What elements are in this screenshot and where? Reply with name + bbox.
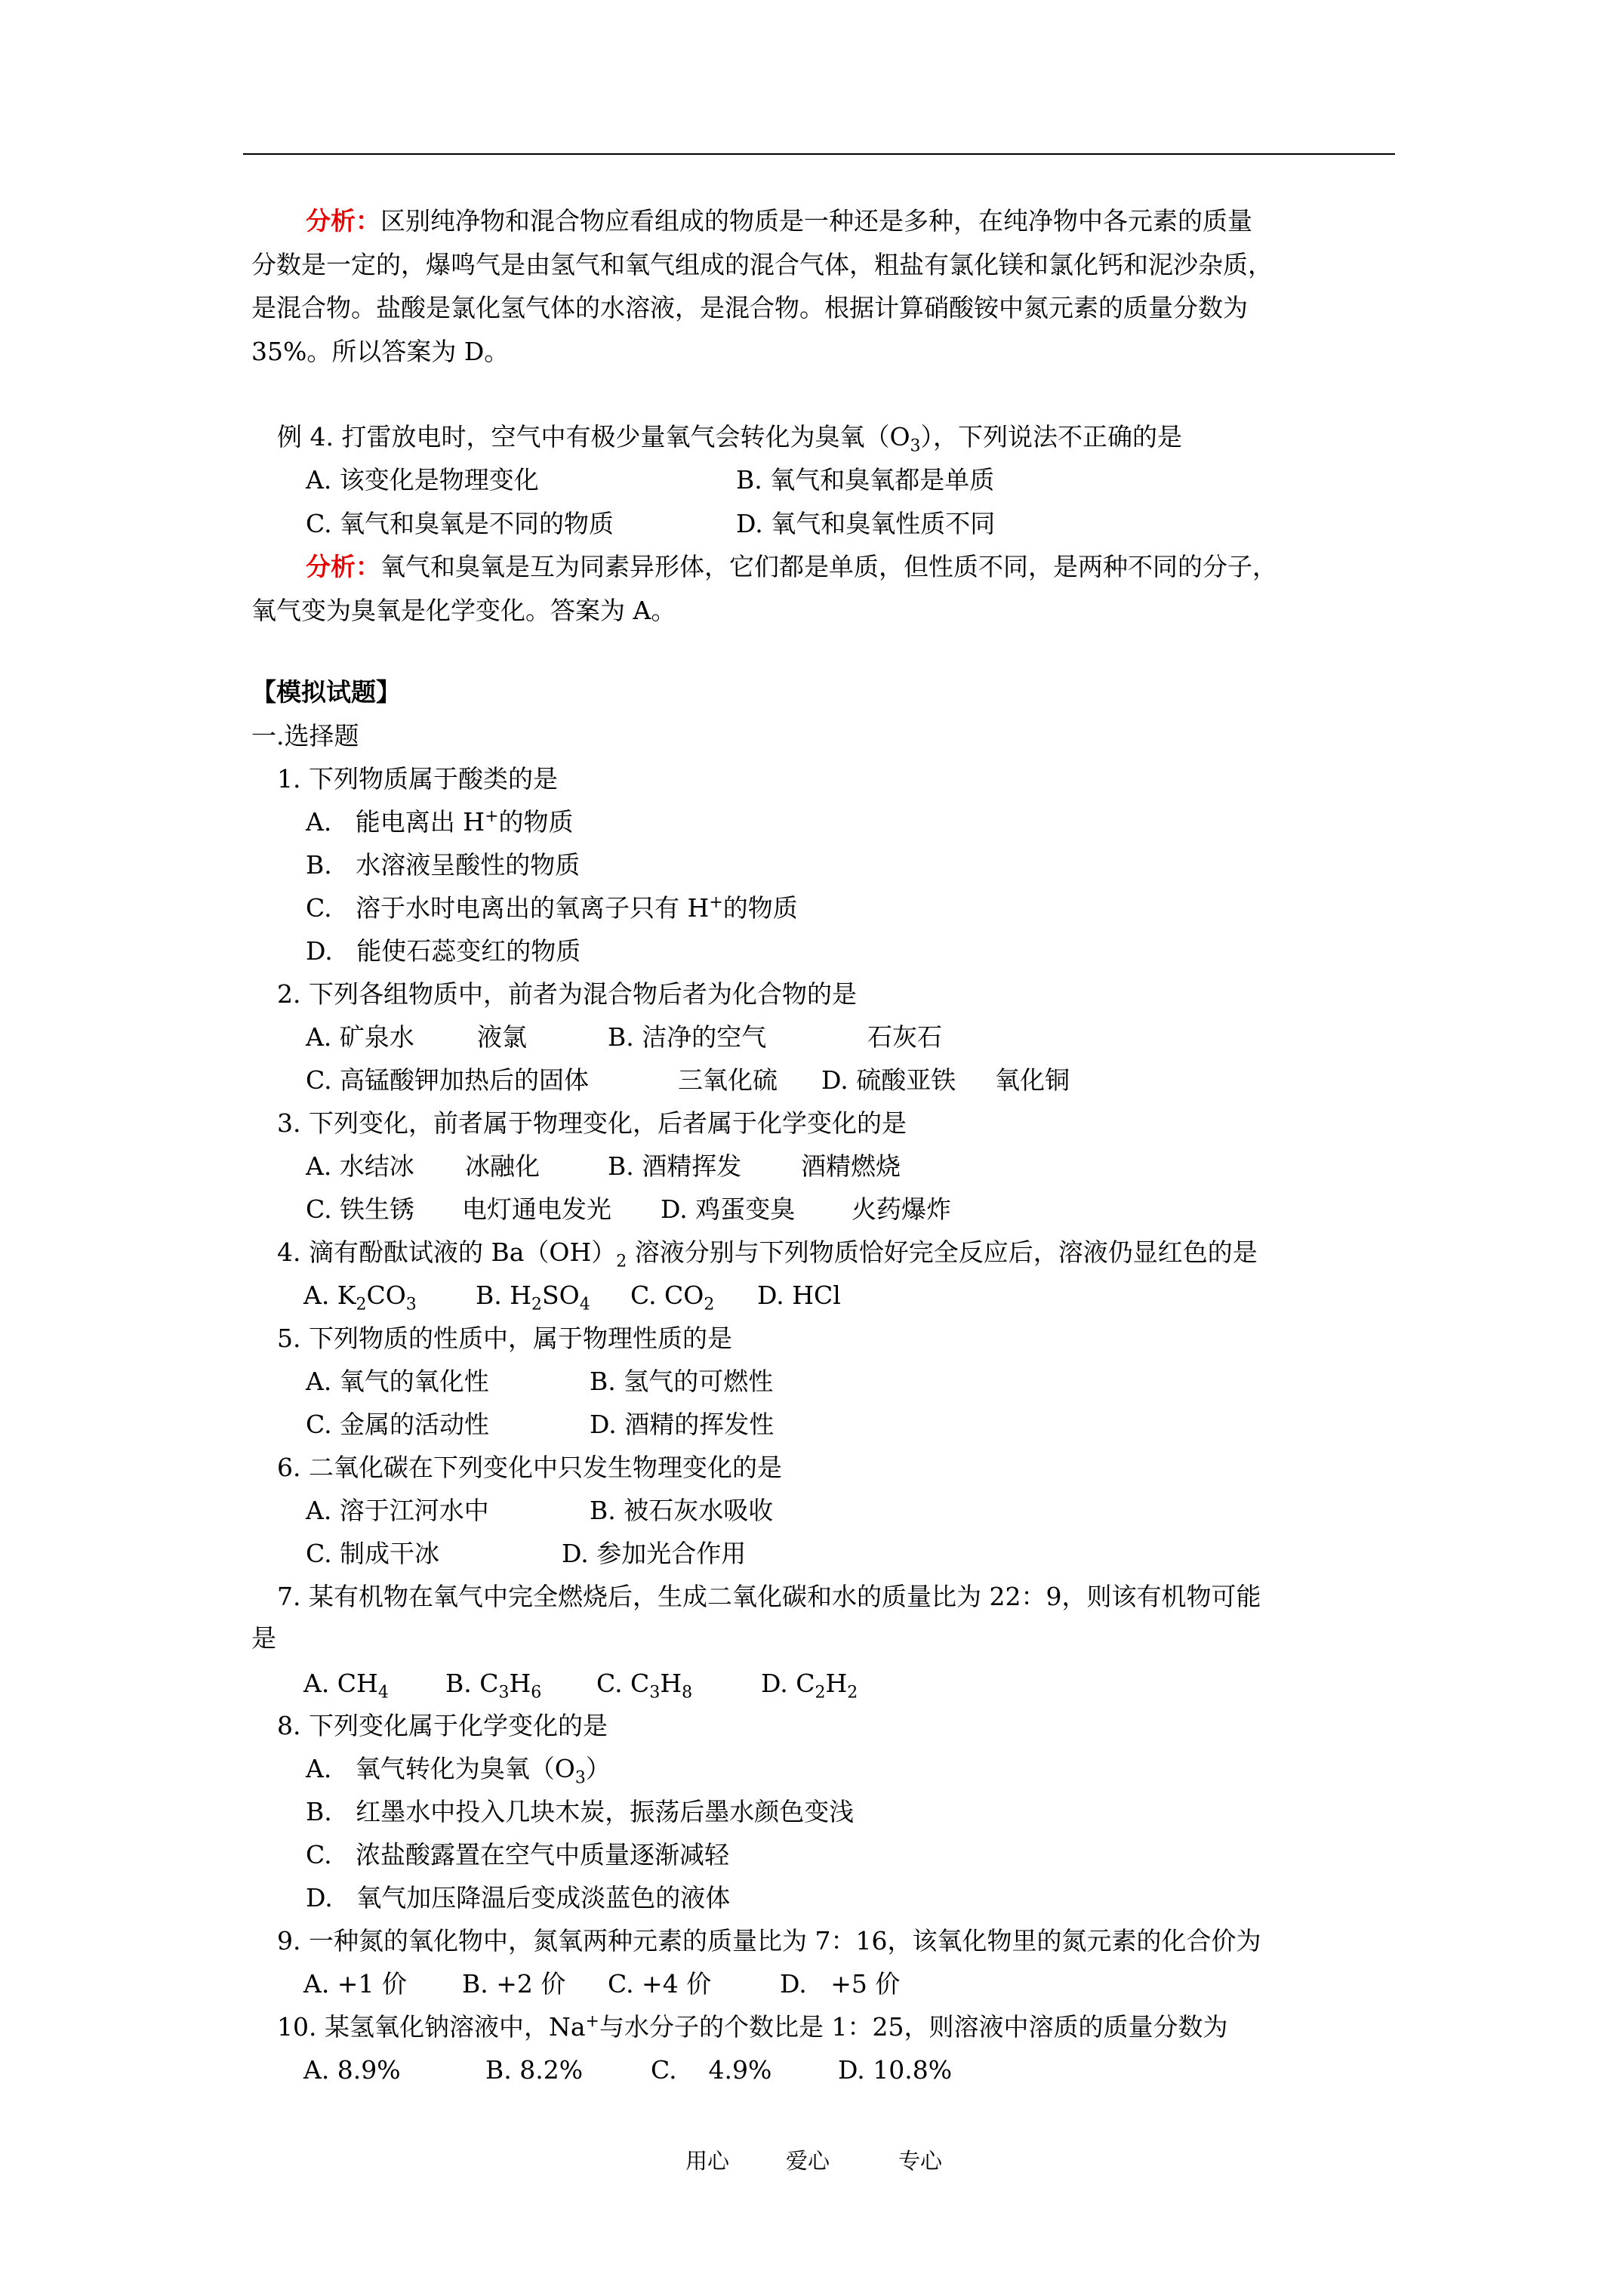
q2-option-a-1: A. 矿泉水 (306, 1022, 414, 1052)
q2-option-b-2: 石灰石 (867, 1022, 942, 1052)
section-title: 【模拟试题】 (251, 677, 401, 707)
q1-option-b: B. 水溶液呈酸性的物质 (306, 850, 581, 880)
analysis-1-line-3: 是混合物。盐酸是氯化氢气体的水溶液，是混合物。根据计算硝酸铵中氮元素的质量分数为 (251, 293, 1248, 322)
q9-option-c: C. +4 价 (608, 1969, 712, 1999)
example-4-stem: 例 4. 打雷放电时，空气中有极少量氧气会转化为臭氧$(O_3)$，下列说法不正确的是 (277, 422, 1183, 456)
q1-option-c: C. 溶于水时电离出的氧离子只有 H+的物质 (306, 893, 798, 923)
q5-option-d: D. 酒精的挥发性 (590, 1410, 775, 1439)
footer-word-1: 用心 (685, 2148, 730, 2174)
q6-option-a: A. 溶于江河水中 (306, 1496, 489, 1525)
q4-option-a: A. $K_2CO_3$ (303, 1281, 417, 1314)
q4-stem: 4. 滴有酚酞试液的 $Ba(OH)_2$ 溶液分别与下列物质恰好完全反应后，溶液仍显红色的是 (277, 1237, 1258, 1271)
q2-option-a-2: 液氯 (477, 1022, 527, 1052)
q7-stem-line-2: 是 (251, 1623, 276, 1653)
analysis-label: 分析： (306, 552, 380, 581)
analysis-label: 分析： (306, 206, 380, 236)
q3-option-b-1: B. 酒精挥发 (608, 1151, 742, 1181)
q10-stem: 10. 某氢氧化钠溶液中，Na+与水分子的个数比是 1：25，则溶液中溶质的质量分数为 (277, 2012, 1228, 2042)
q10-option-a: A. 8.9% (303, 2055, 401, 2085)
header-rule (243, 153, 1395, 155)
q3-option-b-2: 酒精燃烧 (801, 1151, 901, 1181)
analysis-1-line-1: 分析：区别纯净物和混合物应看组成的物质是一种还是多种，在纯净物中各元素的质量 (306, 206, 1252, 236)
q10-option-d: D. 10.8% (838, 2055, 953, 2085)
q2-option-d-2: 氧化铜 (995, 1065, 1070, 1095)
example-4-option-c: C. 氧气和臭氧是不同的物质 (306, 509, 614, 538)
q3-option-c-2: 电灯通电发光 (462, 1194, 611, 1224)
q1-option-d: D. 能使石蕊变红的物质 (306, 936, 581, 966)
q9-option-a: A. +1 价 (303, 1969, 407, 1999)
q3-option-a-1: A. 水结冰 (306, 1151, 414, 1181)
q6-option-b: B. 被石灰水吸收 (590, 1496, 774, 1525)
q8-stem: 8. 下列变化属于化学变化的是 (277, 1711, 608, 1740)
q4-option-b: B. $H_2SO_4$ (476, 1281, 590, 1314)
example-4-option-b: B. 氧气和臭氧都是单质 (736, 465, 995, 495)
q8-option-c: C. 浓盐酸露置在空气中质量逐渐减轻 (306, 1840, 730, 1869)
q10-option-c: C. 4.9% (651, 2055, 772, 2085)
q2-option-c-2: 三氧化硫 (678, 1065, 778, 1095)
q3-option-d-2: 火药爆炸 (852, 1194, 951, 1224)
analysis-1-line-4: 35%。所以答案为 D。 (251, 337, 510, 366)
q7-option-d: D. $C_2H_2$ (761, 1669, 858, 1703)
section-subtitle: 一.选择题 (251, 721, 359, 750)
q9-option-d: D. +5 价 (780, 1969, 901, 1999)
q6-option-c: C. 制成干冰 (306, 1539, 440, 1568)
q7-option-c: C. $C_3H_8$ (596, 1669, 693, 1703)
q9-stem: 9. 一种氮的氧化物中，氮氧两种元素的质量比为 7：16，该氧化物里的氮元素的化合价为 (277, 1926, 1261, 1955)
q5-option-a: A. 氧气的氧化性 (306, 1367, 489, 1396)
q4-option-c: C. $CO_2$ (630, 1281, 715, 1314)
q10-option-b: B. 8.2% (485, 2055, 584, 2085)
q2-option-c-1: C. 高锰酸钾加热后的固体 (306, 1065, 590, 1095)
example-4-analysis-line-2: 氧气变为臭氧是化学变化。答案为 A。 (251, 596, 676, 625)
q8-option-b: B. 红墨水中投入几块木炭，振荡后墨水颜色变浅 (306, 1797, 855, 1826)
q1-stem: 1. 下列物质属于酸类的是 (277, 764, 558, 794)
analysis-1-line-2: 分数是一定的，爆鸣气是由氢气和氧气组成的混合气体，粗盐有氯化镁和氯化钙和泥沙杂质， (251, 250, 1273, 279)
q2-stem: 2. 下列各组物质中，前者为混合物后者为化合物的是 (277, 979, 857, 1009)
q7-option-a: A. $CH_4$ (303, 1669, 389, 1703)
q8-option-d: D. 氧气加压降温后变成淡蓝色的液体 (306, 1883, 731, 1912)
q5-stem: 5. 下列物质的性质中，属于物理性质的是 (277, 1324, 732, 1353)
q3-option-a-2: 冰融化 (465, 1151, 540, 1181)
footer-word-3: 专心 (898, 2148, 943, 2174)
example-4-analysis-line-1: 分析：氧气和臭氧是互为同素异形体，它们都是单质，但性质不同，是两种不同的分子， (306, 552, 1277, 581)
q7-option-b: B. $C_3H_6$ (445, 1669, 542, 1703)
q3-option-d-1: D. 鸡蛋变臭 (661, 1194, 796, 1224)
q7-stem-line-1: 7. 某有机物在氧气中完全燃烧后，生成二氧化碳和水的质量比为 22：9，则该有机物可能 (277, 1582, 1261, 1611)
q8-option-a: A. 氧气转化为臭氧$(O_3)$ (306, 1754, 611, 1788)
q2-option-b-1: B. 洁净的空气 (608, 1022, 767, 1052)
q3-stem: 3. 下列变化，前者属于物理变化，后者属于化学变化的是 (277, 1108, 907, 1138)
q5-option-b: B. 氢气的可燃性 (590, 1367, 774, 1396)
q1-option-a: A. 能电离出 H+的物质 (306, 807, 574, 837)
q5-option-c: C. 金属的活动性 (306, 1410, 490, 1439)
example-4-option-d: D. 氧气和臭氧性质不同 (736, 509, 996, 538)
q4-option-d: D. HCl (757, 1281, 841, 1310)
q3-option-c-1: C. 铁生锈 (306, 1194, 415, 1224)
q2-option-d-1: D. 硫酸亚铁 (821, 1065, 956, 1095)
footer-word-2: 爱心 (786, 2148, 830, 2174)
q9-option-b: B. +2 价 (462, 1969, 566, 1999)
q6-stem: 6. 二氧化碳在下列变化中只发生物理变化的是 (277, 1453, 782, 1482)
q6-option-d: D. 参加光合作用 (562, 1539, 747, 1568)
example-4-option-a: A. 该变化是物理变化 (306, 465, 539, 495)
